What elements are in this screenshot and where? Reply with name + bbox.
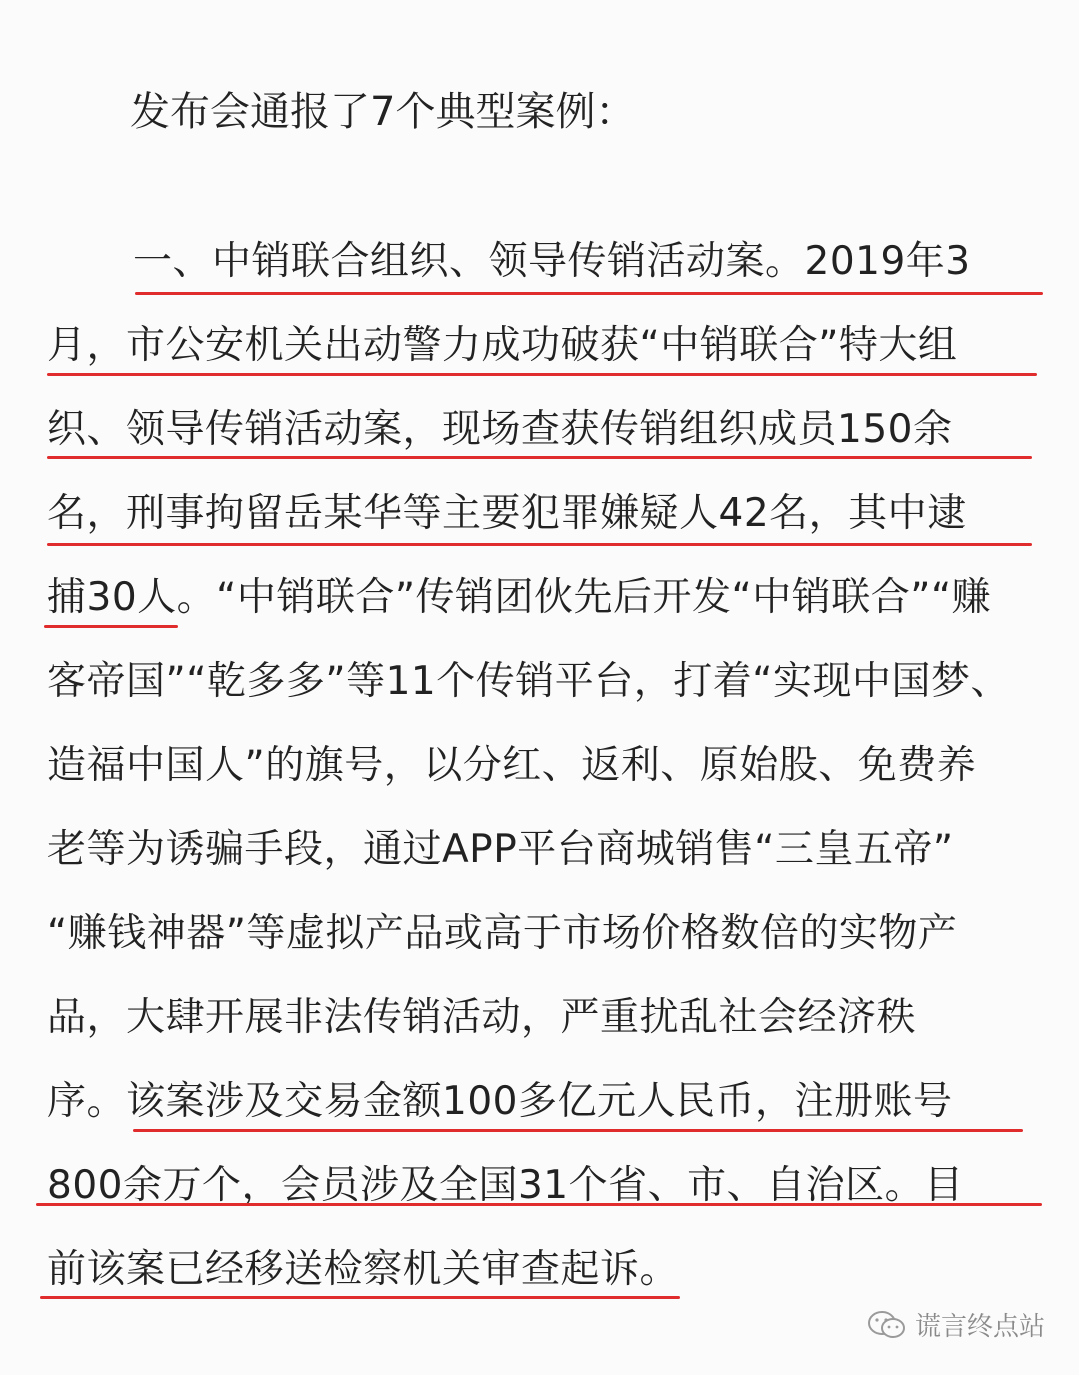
paragraph-line: 名，刑事拘留岳某华等主要犯罪嫌疑人42名，其中逮	[47, 491, 967, 536]
paragraph-line: 800余万个，会员涉及全国31个省、市、自治区。目	[47, 1163, 964, 1208]
red-underline	[135, 292, 1043, 295]
paragraph-line: 月，市公安机关出动警力成功破获“中销联合”特大组	[47, 323, 958, 368]
red-underline	[133, 1129, 1023, 1132]
red-underline	[36, 1203, 1042, 1206]
red-underline	[47, 543, 1032, 546]
paragraph-line: 客帝国”“乾多多”等11个传销平台，打着“实现中国梦、	[47, 659, 1010, 704]
paragraph-line: 捕30人。“中销联合”传销团伙先后开发“中销联合”“赚	[47, 575, 992, 620]
paragraph-line: 前该案已经移送检察机关审查起诉。	[47, 1247, 680, 1292]
watermark-text: 谎言终点站	[914, 1312, 1045, 1342]
red-underline	[47, 373, 1037, 376]
red-underline	[47, 456, 1032, 459]
paragraph-line: 品，大肆开展非法传销活动，严重扰乱社会经济秩	[47, 995, 917, 1040]
red-underline	[40, 1296, 680, 1299]
watermark	[867, 1306, 1045, 1343]
paragraph-line: “赚钱神器”等虚拟产品或高于市场价格数倍的实物产	[47, 911, 958, 956]
red-underline	[44, 625, 178, 628]
intro-text: 发布会通报了7个典型案例：	[130, 89, 636, 135]
paragraph-line: 序。该案涉及交易金额100多亿元人民币，注册账号	[47, 1079, 953, 1124]
paragraph-line: 织、领导传销活动案，现场查获传销组织成员150余	[47, 407, 953, 452]
wechat-icon	[867, 1310, 907, 1340]
paragraph-line: 老等为诱骗手段，通过APP平台商城销售“三皇五帝”	[47, 827, 954, 872]
paragraph-line: 造福中国人”的旗号，以分红、返利、原始股、免费养	[47, 743, 977, 788]
paragraph-line: 一、中销联合组织、领导传销活动案。2019年3	[133, 239, 971, 284]
